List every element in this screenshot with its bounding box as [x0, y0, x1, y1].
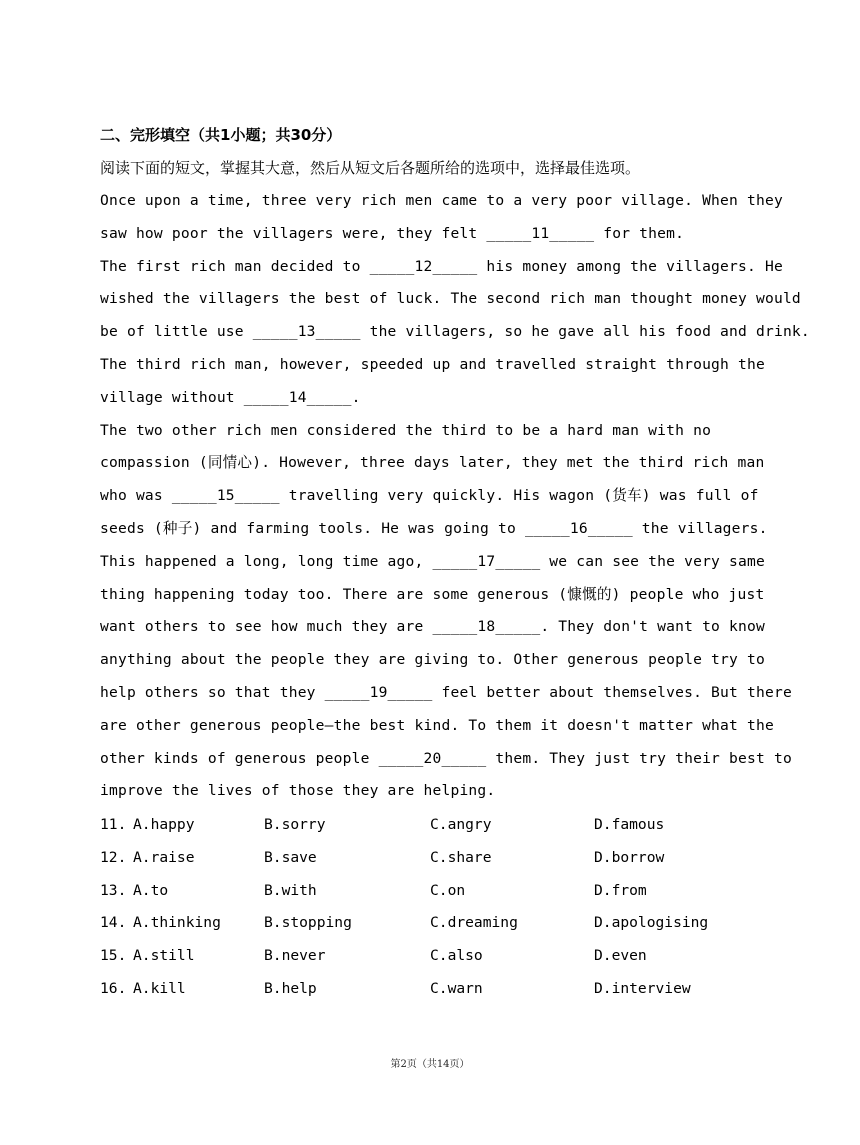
passage-line: improve the lives of those they are helping. — [100, 782, 496, 800]
option-c: C.share — [430, 848, 492, 866]
page-footer: 第2页（共14页） — [390, 1059, 470, 1070]
option-a: A.raise — [133, 848, 195, 866]
option-c: C.dreaming — [430, 914, 518, 932]
question-row — [100, 911, 780, 944]
section-instruction: 阅读下面的短文，掌握其大意，然后从短文后各题所给的选项中，选择最佳选项。 — [100, 159, 641, 177]
passage-line: want others to see how much they are _____18_____. They don't want to know — [100, 618, 765, 636]
passage-line: saw how poor the villagers were, they felt _____11_____ for them. — [100, 224, 685, 242]
question-row — [100, 813, 780, 846]
option-b: B.with — [264, 881, 317, 899]
question-number: 15. — [100, 947, 127, 965]
option-d: D.borrow — [594, 848, 665, 866]
passage-line: compassion (同情心). However, three days later, they met the third rich man — [100, 454, 765, 472]
passage-line: The third rich man, however, speeded up and travelled straight through the — [100, 355, 765, 373]
passage-line: other kinds of generous people _____20_____ them. They just try their best to — [100, 749, 792, 767]
cloze-passage — [100, 189, 810, 812]
passage-line: The first rich man decided to _____12_____ his money among the villagers. He — [100, 257, 783, 275]
question-number: 11. — [100, 816, 127, 833]
section-title: 二、完形填空（共1小题；共30分） — [100, 126, 342, 144]
option-d: D.famous — [594, 816, 665, 833]
question-number: 16. — [100, 979, 127, 997]
option-a: A.thinking — [133, 914, 221, 932]
passage-line: are other generous people—the best kind. To them it doesn't matter what the — [100, 716, 774, 734]
option-c: C.also — [430, 947, 483, 965]
option-b: B.sorry — [264, 816, 326, 833]
passage-line: thing happening today too. There are some generous (慷慨的) people who just — [100, 585, 765, 603]
option-b: B.help — [264, 979, 317, 997]
passage-line: seeds (种子) and farming tools. He was going to _____16_____ the villagers. — [100, 519, 768, 537]
option-b: B.stopping — [264, 914, 352, 932]
passage-line: Once upon a time, three very rich men came to a very poor village. When they — [100, 192, 783, 209]
question-row — [100, 846, 780, 879]
option-c: C.angry — [430, 816, 492, 833]
option-a: A.kill — [133, 979, 186, 997]
question-row — [100, 944, 780, 977]
question-row — [100, 879, 780, 912]
option-b: B.never — [264, 947, 326, 965]
passage-line: anything about the people they are giving to. Other generous people try to — [100, 651, 765, 669]
option-a: A.still — [133, 947, 195, 965]
answer-options — [100, 813, 780, 1010]
option-d: D.even — [594, 947, 647, 965]
option-c: C.warn — [430, 979, 483, 997]
option-a: A.happy — [133, 816, 195, 833]
question-number: 14. — [100, 914, 127, 932]
passage-line: wished the villagers the best of luck. The second rich man thought money would — [100, 290, 801, 308]
option-d: D.apologising — [594, 914, 709, 932]
option-d: D.interview — [594, 979, 691, 997]
option-b: B.save — [264, 848, 317, 866]
question-number: 12. — [100, 848, 127, 866]
question-number: 13. — [100, 881, 127, 899]
option-c: C.on — [430, 881, 466, 899]
passage-line: be of little use _____13_____ the villagers, so he gave all his food and drink. — [100, 323, 810, 341]
question-row — [100, 977, 780, 1010]
option-d: D.from — [594, 881, 647, 899]
passage-line: village without _____14_____. — [100, 388, 361, 406]
option-a: A.to — [133, 881, 169, 899]
passage-line: who was _____15_____ travelling very quickly. His wagon (货车) was full of — [100, 487, 759, 505]
passage-line: The two other rich men considered the third to be a hard man with no — [100, 421, 712, 439]
passage-line: This happened a long, long time ago, _____17_____ we can see the very same — [100, 552, 765, 570]
passage-line: help others so that they _____19_____ feel better about themselves. But there — [100, 683, 792, 701]
